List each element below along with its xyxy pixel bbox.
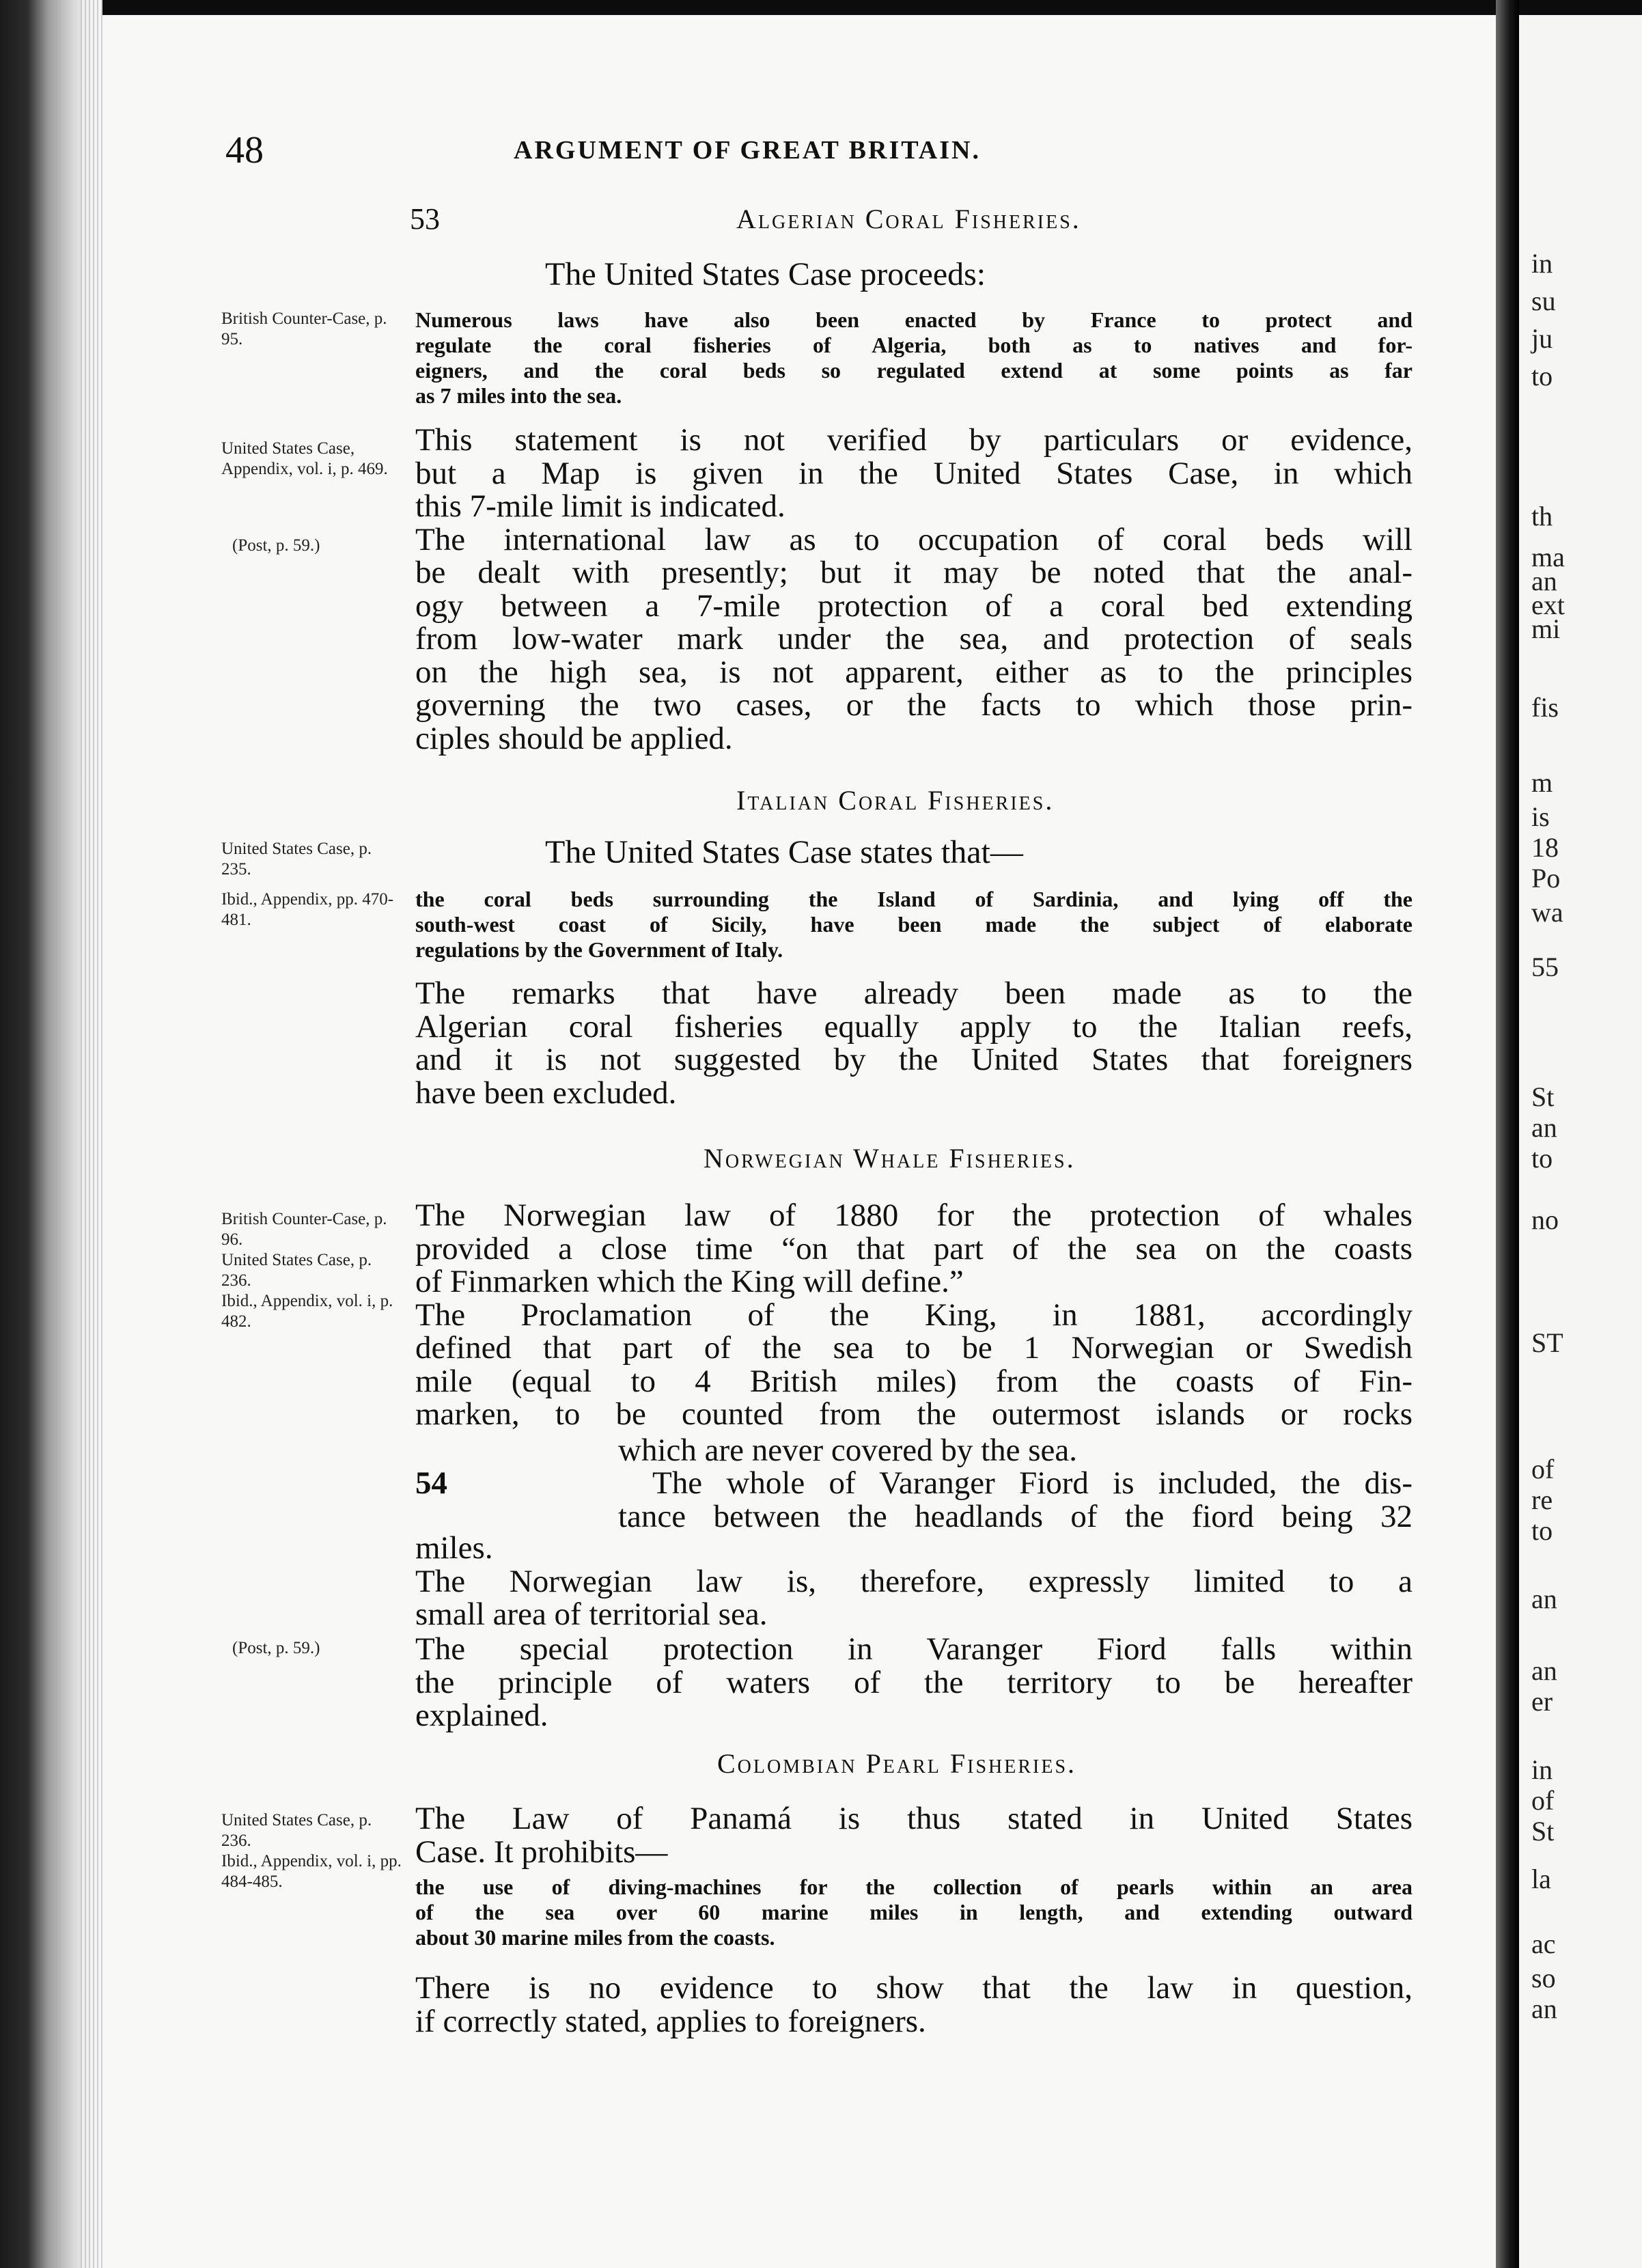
facing-page-text-fragment: er <box>1531 1686 1553 1717</box>
facing-page-text-fragment: th <box>1531 501 1553 531</box>
facing-page-text-fragment: ac <box>1531 1928 1556 1959</box>
colombian-body <box>415 1972 1413 2038</box>
sidenote-ibid-appendix-484-485: Ibid., Appendix, vol. i, pp. 484-485. <box>221 1852 402 1891</box>
heading-colombian-pearl-fisheries: Colombian Pearl Fisheries. <box>717 1748 1077 1779</box>
norwegian-body-1 <box>415 1199 1413 1431</box>
body-line: have been excluded. <box>415 1075 677 1111</box>
facing-page-text-fragment: ma <box>1531 542 1565 572</box>
sidenote-british-counter-case-96: British Counter-Case, p. 96. <box>221 1210 387 1249</box>
body-line: miles. <box>415 1530 493 1566</box>
facing-page-text-fragment: ST <box>1531 1327 1563 1358</box>
quote-line: regulate the coral fisheries of Algeria, both as to natives and for- <box>415 333 1413 357</box>
body-line: The special protection in Varanger Fiord falls within <box>415 1631 1413 1667</box>
quote-line: as 7 miles into the sea. <box>415 383 622 408</box>
body-line: The Norwegian law of 1880 for the protection of whales <box>415 1198 1413 1233</box>
body-line: The Proclamation of the King, in 1881, accordingly <box>415 1297 1413 1333</box>
facing-page-text-fragment: su <box>1531 286 1556 316</box>
algerian-quote <box>415 307 1413 409</box>
facing-page-text-fragment: ext <box>1531 590 1565 620</box>
norwegian-body-2 <box>415 1532 1413 1631</box>
body-line: ciples should be applied. <box>415 720 733 756</box>
body-line: governing the two cases, or the facts to which those prin- <box>415 687 1413 723</box>
facing-page-text-fragment: to <box>1531 1515 1553 1546</box>
body-line: if correctly stated, applies to foreigners. <box>415 2003 926 2039</box>
section-marker-54: 54 <box>415 1465 447 1501</box>
algerian-body <box>415 424 1413 755</box>
facing-page-text-fragment: an <box>1531 1655 1557 1686</box>
section-marker-53: 53 <box>410 202 440 236</box>
quote-line: Numerous laws have also been enacted by France to protect and <box>415 307 1413 332</box>
facing-page-text-fragment: fis <box>1531 692 1559 723</box>
page-edges <box>81 0 102 2268</box>
sidenote-british-counter-case-95: British Counter-Case, p. 95. <box>221 309 387 348</box>
facing-page-text-fragment: in <box>1531 1754 1553 1785</box>
facing-page-text-fragment: St <box>1531 1081 1555 1112</box>
body-line: provided a close time “on that part of the sea on the coasts <box>415 1230 1413 1267</box>
facing-page-text-fragment: an <box>1531 566 1557 596</box>
body-line: This statement is not verified by particulars or evidence, <box>415 422 1413 458</box>
heading-algerian-coral-fisheries: Algerian Coral Fisheries. <box>736 204 1081 234</box>
facing-page-text-fragment: St <box>1531 1816 1555 1847</box>
body-line: The remarks that have already been made as to the <box>415 976 1413 1011</box>
page-number: 48 <box>225 129 264 171</box>
colombian-quote <box>415 1875 1413 1950</box>
facing-page-text-fragment: Po <box>1531 863 1561 894</box>
sidenote-us-case-appendix-469: United States Case, Appendix, vol. i, p. 469. <box>221 439 388 478</box>
sidenote-post-59-b: (Post, p. 59.) <box>232 1639 320 1657</box>
facing-page-text-fragment: of <box>1531 1454 1555 1484</box>
facing-page-text-fragment: re <box>1531 1484 1553 1515</box>
heading-italian-coral-fisheries: Italian Coral Fisheries. <box>736 785 1055 816</box>
algerian-intro: The United States Case proceeds: <box>545 256 986 292</box>
facing-page-text-fragment: ju <box>1531 323 1553 354</box>
italian-quote <box>415 887 1413 963</box>
body-line: Algerian coral fisheries equally apply to the Italian reefs, <box>415 1008 1413 1045</box>
body-line: mile (equal to 4 British miles) from the coasts of Fin- <box>415 1363 1413 1399</box>
quote-line: the coral beds surrounding the Island of Sardinia, and lying off the <box>415 887 1413 911</box>
body-line: defined that part of the sea to be 1 Norwegian or Swedish <box>415 1330 1413 1366</box>
running-head: ARGUMENT OF GREAT BRITAIN. <box>514 136 981 165</box>
body-line: but a Map is given in the United States Case, in which <box>415 455 1413 491</box>
facing-page-text-fragment: 18 <box>1531 832 1559 863</box>
facing-page-text-fragment: m <box>1531 767 1553 798</box>
facing-page-text-fragment: an <box>1531 1112 1557 1143</box>
facing-page-text-fragment: no <box>1531 1204 1559 1235</box>
body-line: the principle of waters of the territory to be hereafter <box>415 1664 1413 1700</box>
sidenote-ibid-appendix-482: Ibid., Appendix, vol. i, p. 482. <box>221 1292 393 1331</box>
sidenote-ibid-appendix-470-481: Ibid., Appendix, pp. 470-481. <box>221 890 394 929</box>
body-line: this 7-mile limit is indicated. <box>415 488 785 524</box>
facing-page-text-fragment: is <box>1531 801 1550 832</box>
facing-page-text-fragment: of <box>1531 1785 1555 1816</box>
quote-line: about 30 marine miles from the coasts. <box>415 1925 775 1950</box>
body-line: The Norwegian law is, therefore, expressly limited to a <box>415 1563 1413 1599</box>
facing-page-text-fragment: mi <box>1531 613 1561 644</box>
heading-norwegian-whale-fisheries: Norwegian Whale Fisheries. <box>704 1143 1076 1174</box>
italian-intro: The United States Case states that— <box>545 834 1023 870</box>
body-line: explained. <box>415 1698 548 1733</box>
facing-page-text-fragment: to <box>1531 1143 1553 1174</box>
facing-page-text-fragment: an <box>1531 1993 1557 2024</box>
body-line: on the high sea, is not apparent, either as to the principles <box>415 654 1413 690</box>
facing-page-text-fragment: to <box>1531 361 1553 391</box>
body-line: from low-water mark under the sea, and protection of seals <box>415 621 1413 656</box>
quote-line: regulations by the Government of Italy. <box>415 937 783 962</box>
book-gutter-fold <box>1496 0 1519 2268</box>
body-line: ogy between a 7-mile protection of a coral bed extending <box>415 587 1413 624</box>
facing-page-text-fragment: wa <box>1531 897 1563 928</box>
colombian-intro <box>415 1802 1413 1868</box>
varanger-line-1: The whole of Varanger Fiord is included, the dis- <box>652 1465 1413 1501</box>
quote-line: the use of diving-machines for the collection of pearls within an area <box>415 1875 1413 1899</box>
sidenote-us-case-236-b: United States Case, p. 236. <box>221 1811 372 1850</box>
body-line: small area of territorial sea. <box>415 1596 768 1632</box>
varanger-line-2: tance between the headlands of the fiord being 32 <box>618 1499 1413 1534</box>
body-line: marken, to be counted from the outermost islands or rocks <box>415 1396 1413 1432</box>
quote-line: eigners, and the coral beds so regulated extend at some points as far <box>415 358 1413 383</box>
sidenote-us-case-236: United States Case, p. 236. <box>221 1251 372 1290</box>
norwegian-body-3 <box>415 1633 1413 1732</box>
body-line: be dealt with presently; but it may be noted that the anal- <box>415 555 1413 590</box>
facing-page-text-fragment: so <box>1531 1963 1556 1993</box>
body-line: Case. It prohibits— <box>415 1834 668 1870</box>
scan-border-top <box>0 0 1642 15</box>
quote-line: south-west coast of Sicily, have been made the subject of elaborate <box>415 912 1413 937</box>
facing-page-text-fragment: an <box>1531 1584 1557 1614</box>
body-line: The Law of Panamá is thus stated in United States <box>415 1801 1413 1836</box>
body-line: and it is not suggested by the United States that foreigners <box>415 1042 1413 1077</box>
body-line: The international law as to occupation of coral beds will <box>415 521 1413 557</box>
facing-page-text-fragment: la <box>1531 1864 1551 1894</box>
sidenote-post-59: (Post, p. 59.) <box>232 536 320 555</box>
sidenote-us-case-235: United States Case, p. 235. <box>221 840 372 879</box>
facing-page-text-fragment: 55 <box>1531 952 1559 982</box>
italian-body <box>415 977 1413 1109</box>
body-line: of Finmarken which the King will define.” <box>415 1264 964 1299</box>
facing-page-text-fragment: in <box>1531 248 1553 279</box>
facing-page-fragment <box>1519 15 1642 2268</box>
quote-line: of the sea over 60 marine miles in length, and extending outward <box>415 1900 1413 1924</box>
body-line: There is no evidence to show that the law in question, <box>415 1970 1413 2006</box>
line-never-covered: which are never covered by the sea. <box>618 1433 1078 1468</box>
